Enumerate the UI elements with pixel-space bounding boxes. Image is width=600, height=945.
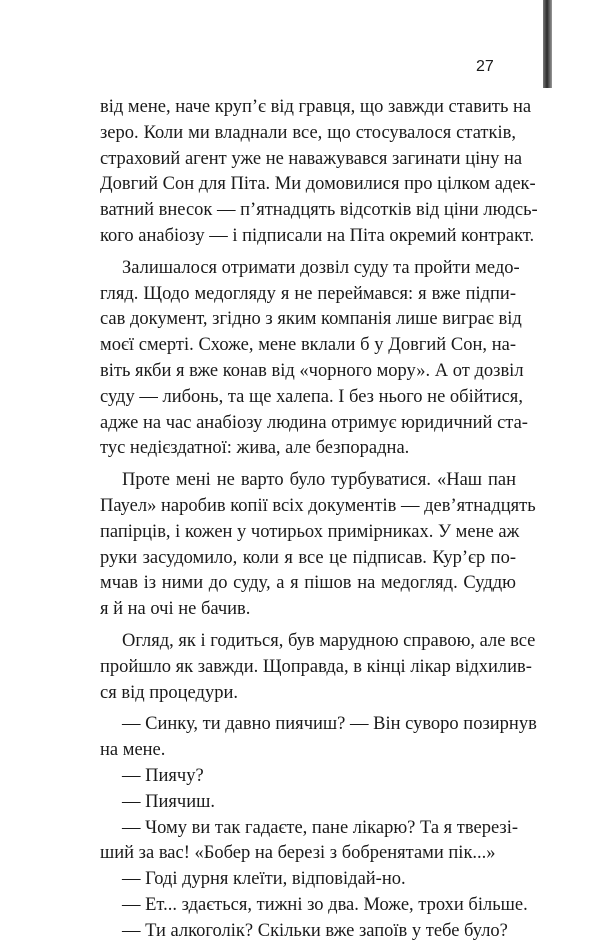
paragraph <box>100 893 528 919</box>
text-line: Пауел» наробив копії всіх документів — дев’ятнадцять <box>100 495 536 516</box>
text-line: ся від процедури. <box>100 682 238 703</box>
text-line: ший за вас! «Бобер на березі з бобренятами пік...» <box>100 843 496 864</box>
text-line: папірців, і кожен у чотирьох примірниках. У мене аж <box>100 521 520 542</box>
text-line: ватний внесок — п’ятнадцять відсотків від ціни людсь- <box>100 200 538 221</box>
text-line: сав документ, згідно з яким компанія лише виграє від <box>100 309 522 330</box>
text-line: руки засудомило, коли я все це підписав. Кур’єр по- <box>100 547 516 568</box>
paragraph <box>100 712 537 764</box>
text-line: Огляд, як і годиться, був марудною справою, але все <box>122 630 536 651</box>
paragraph <box>100 256 528 462</box>
text-line: я й на очі не бачив. <box>100 599 251 620</box>
text-line: гляд. Щодо медогляду я не переймався: я вже підпи- <box>100 283 516 304</box>
text-line: суду — либонь, та ще халепа. І без нього не обійтися, <box>100 386 523 407</box>
text-line: — Чому ви так гадаєте, пане лікарю? Та я тверезі- <box>122 817 519 838</box>
text-line: тус недієздатної: жива, але безпорадна. <box>100 438 410 459</box>
text-line: — Пиячиш. <box>122 791 215 812</box>
paragraph <box>100 867 516 893</box>
text-line: Залишалося отримати дозвіл суду та пройти медо- <box>122 257 520 278</box>
paragraph <box>100 790 516 816</box>
page-edge-mark <box>543 0 552 88</box>
text-line: Довгий Сон для Піта. Ми домовилися про цілком адек- <box>100 174 536 195</box>
paragraph <box>100 95 538 250</box>
paragraph <box>100 629 536 706</box>
text-line: від мене, наче круп’є від гравця, що завжди ставить на <box>100 97 532 117</box>
paragraph <box>100 764 516 790</box>
paragraph <box>100 816 519 868</box>
text-line: кого анабіозу — і підписали на Піта окремий контракт. <box>100 225 535 246</box>
text-line: — Ти алкоголік? Скільки вже запоїв у тебе було? <box>122 920 508 941</box>
text-line: — Пиячу? <box>122 765 204 786</box>
text-line: мчав із ними до суду, а я пішов на медогляд. Суддю <box>100 573 516 594</box>
text-line: Проте мені не варто було турбуватися. «Наш пан <box>122 470 516 491</box>
text-line: віть якби я вже конав від «чорного мору». А от дозвіл <box>100 360 524 381</box>
text-line: страховий агент уже не наважувався загинати ціну на <box>100 148 523 169</box>
paragraph <box>100 919 516 945</box>
text-line: на мене. <box>100 740 166 761</box>
paragraph <box>100 468 536 623</box>
text-line: пройшло як завжди. Щоправда, в кінці лікар відхилив- <box>100 656 532 677</box>
text-line: моєї смерті. Схоже, мене вклали б у Довгий Сон, на- <box>100 335 516 356</box>
book-text <box>100 95 538 945</box>
text-line: зеро. Коли ми владнали все, що стосувалося статків, <box>100 122 516 143</box>
page-number: 27 <box>476 58 494 75</box>
text-line: — Синку, ти давно пиячиш? — Він суворо позирнув <box>122 714 537 735</box>
text-line: — Годі дурня клеїти, відповідай-но. <box>122 869 406 890</box>
text-line: адже на час анабіозу людина отримує юридичний ста- <box>100 412 528 433</box>
text-line: — Ет... здається, тижні зо два. Може, трохи більше. <box>122 894 528 915</box>
